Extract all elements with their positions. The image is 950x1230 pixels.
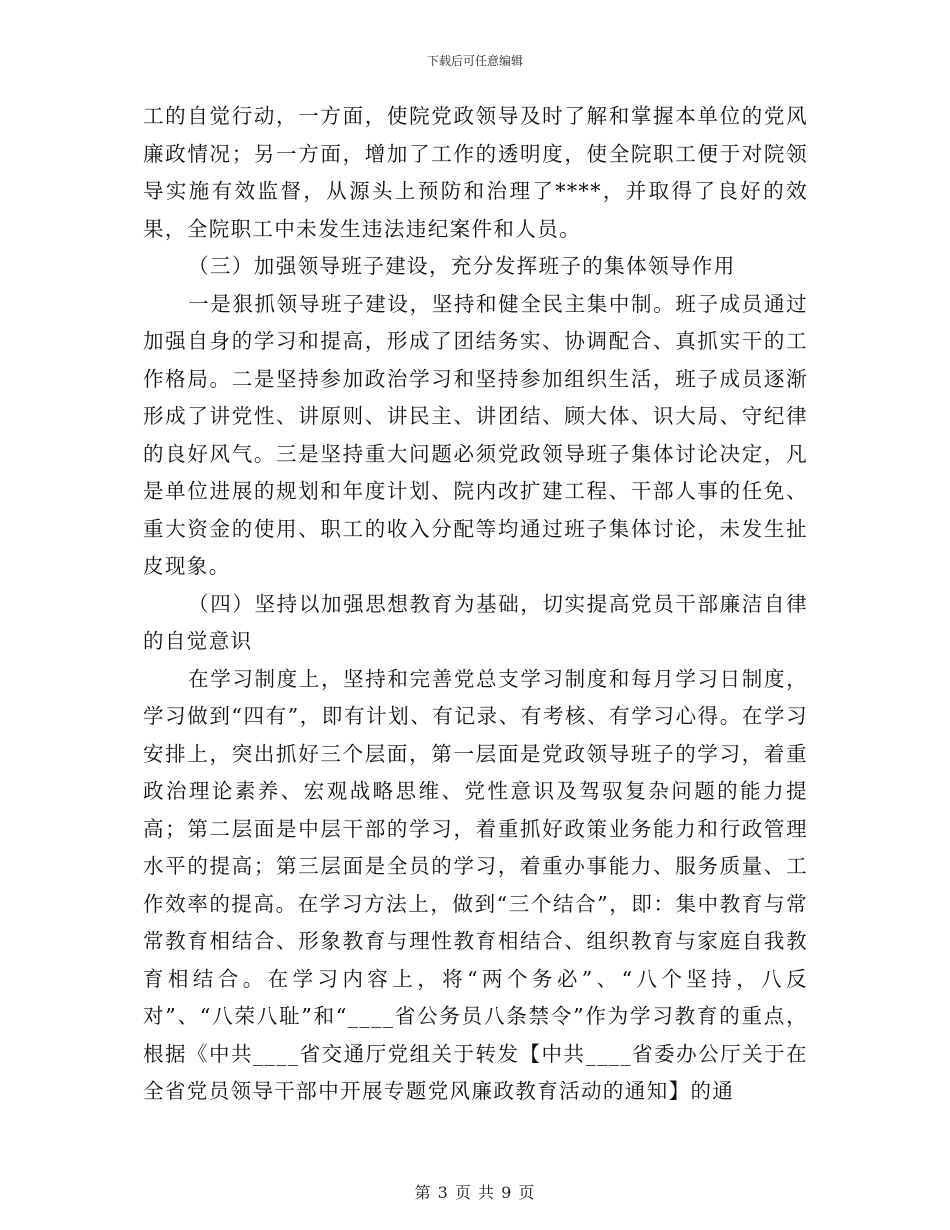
section-heading-3: （三）加强领导班子建设，充分发挥班子的集体领导作用 <box>188 254 736 278</box>
paragraph-3: 在学习制度上，坚持和完善党总支学习制度和每月学习日制度，学习做到“四有”，即有计划、有记录、有考核、有学习心得。在学习安排上，突出抓好三个层面，第一层面是党政领导班子的学习，着重政治理论素养、宏观战略思维、党性意识及驾驭复杂问题的能力提高；第二层面是中层干部的学习，着重抓好政策业务能力和行政管理水平的提高；第三层面是全员的学习，着重办事能力、服务质量、工作效率的提高。在学习方法上，做到“三个结合”，即：集中教育与常常教育相结合、形象教育与理性教育相结合、组织教育与家庭自我教育相结合。在学习内容上，将“两个务必”、“八个坚持，八反对”、“八荣八耻”和“____省公务员八条禁令”作为学习教育的重点，根据《中共____省交通厅党组关于转发【中共____省委办公厅关于在全省党员领导干部中开展专题党风廉政教育活动的通知】的通 <box>143 666 808 1103</box>
page-header: 下载后可任意编辑 <box>426 54 523 68</box>
page-footer: 第 3 页 共 9 页 <box>414 1183 536 1202</box>
section-heading-4: （四）坚持以加强思想教育为基础，切实提高党员干部廉洁自律的自觉意识 <box>143 591 808 653</box>
document-body <box>143 98 808 1111</box>
paragraph-2: 一是狠抓领导班子建设，坚持和健全民主集中制。班子成员通过加强自身的学习和提高，形成了团结务实、协调配合、真抓实干的工作格局。二是坚持参加政治学习和坚持参加组织生活，班子成员逐渐形成了讲党性、讲原则、讲民主、讲团结、顾大体、识大局、守纪律的良好风气。三是坚持重大问题必须党政领导班子集体讨论决定，凡是单位进展的规划和年度计划、院内改扩建工程、干部人事的任免、重大资金的使用、职工的收入分配等均通过班子集体讨论，未发生扯皮现象。 <box>143 291 808 578</box>
paragraph-1: 工的自觉行动，一方面，使院党政领导及时了解和掌握本单位的党风廉政情况；另一方面，增加了工作的透明度，使全院职工便于对院领导实施有效监督，从源头上预防和治理了****，并取得了良好的效果，全院职工中未发生违法违纪案件和人员。 <box>143 104 808 241</box>
